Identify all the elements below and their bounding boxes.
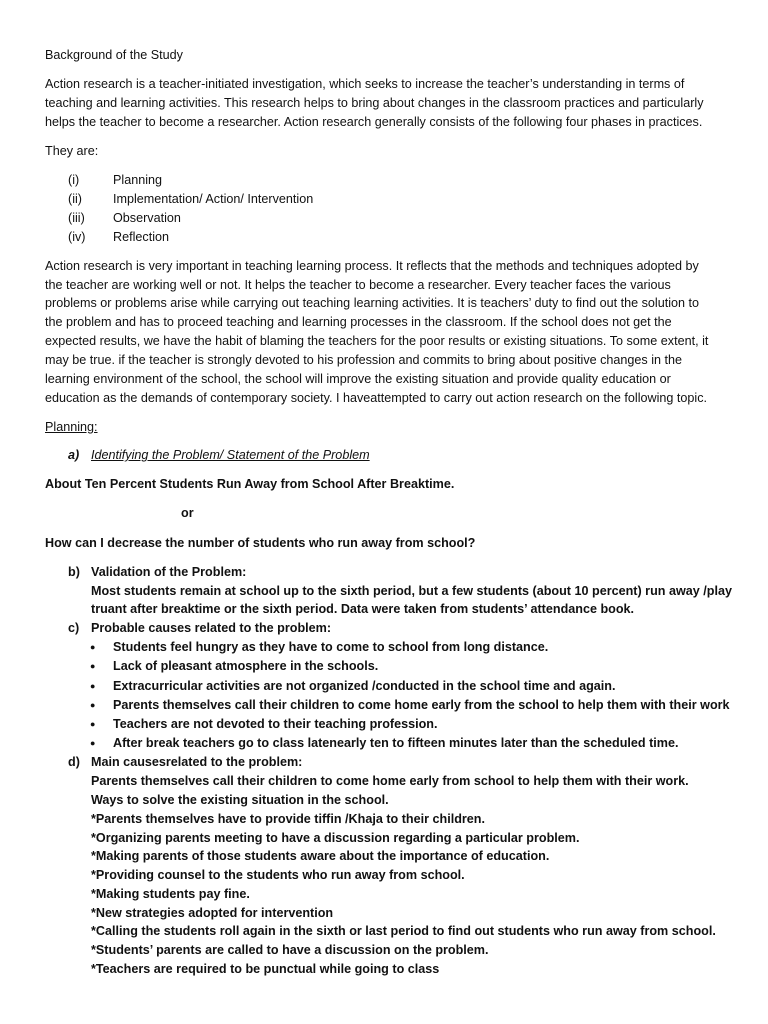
research-question: How can I decrease the number of students who run away from school?	[45, 536, 476, 550]
paragraph-line: Action research is a teacher-initiated investigation, which seeks to increase the teacher’s understanding in terms of	[45, 77, 685, 91]
paragraph-line: helps the teacher to become a researcher. Action research generally consists of the following four phases in practices.	[45, 115, 703, 129]
paragraph-line: may be true. if the teacher is strongly devoted to his profession and commits to bring about positive changes in the	[45, 353, 683, 367]
phase-number: (iv)	[68, 230, 86, 244]
cause-bullet-item: Extracurricular activities are not organized /conducted in the school time and again.	[113, 679, 616, 693]
bullet-icon: ●	[90, 661, 96, 671]
bullet-icon: ●	[90, 719, 96, 729]
phase-label: Implementation/ Action/ Intervention	[113, 192, 314, 206]
phase-number: (ii)	[68, 192, 82, 206]
bullet-icon: ●	[90, 738, 96, 748]
section-d-line: *Making parents of those students aware about the importance of education.	[91, 849, 550, 863]
section-d-letter: d)	[68, 755, 80, 769]
section-a-letter: a)	[68, 448, 80, 462]
section-d-title: Main causesrelated to the problem:	[91, 755, 303, 769]
phase-label: Reflection	[113, 230, 170, 244]
section-b-line: truant after breaktime or the sixth period. Data were taken from students’ attendance book.	[91, 602, 635, 616]
section-a-title: Identifying the Problem/ Statement of the Problem	[91, 448, 370, 462]
cause-bullet-item: After break teachers go to class latenearly ten to fifteen minutes later than the scheduled time.	[113, 736, 679, 750]
paragraph-line: problems or problems arise while carrying out teaching learning activities. It is teachers’ duty to find out the solution to	[45, 296, 700, 310]
they-are-label: They are:	[45, 144, 99, 158]
paragraph-line: expected results, we have the habit of blaming the teachers for the poor results or existing situations. To some extent, it	[45, 334, 709, 348]
paragraph-line: education as the demands of contemporary society. I haveattempted to carry out action research on the following topic.	[45, 391, 708, 405]
phase-label: Planning	[113, 173, 163, 187]
or-separator: or	[181, 506, 194, 520]
section-d-line: *Parents themselves have to provide tiffin /Khaja to their children.	[91, 812, 486, 826]
paragraph-line: Action research is very important in teaching learning process. It reflects that the methods and techniques adopted by	[45, 259, 699, 273]
paragraph-line: learning environment of the school, the school will improve the existing situation and provide quality education or	[45, 372, 671, 386]
phase-number: (i)	[68, 173, 80, 187]
cause-bullet-item: Lack of pleasant atmosphere in the schools.	[113, 659, 379, 673]
section-b-title: Validation of the Problem:	[91, 565, 247, 579]
paragraph-line: the problem and has to proceed teaching and learning processes in the classroom. If the school does not get the	[45, 315, 672, 329]
section-c-letter: c)	[68, 621, 80, 635]
section-d-line: *Organizing parents meeting to have a discussion regarding a particular problem.	[91, 831, 580, 845]
cause-bullet-item: Parents themselves call their children to come home early from the school to help them with their work	[113, 698, 730, 712]
section-d-line: Parents themselves call their children to come home early from school to help them with their work.	[91, 774, 689, 788]
section-d-line: *Calling the students roll again in the sixth or last period to find out students who run away from school.	[91, 924, 716, 938]
bullet-icon: ●	[90, 681, 96, 691]
section-d-line: *Teachers are required to be punctual while going to class	[91, 962, 440, 976]
planning-label: Planning:	[45, 420, 98, 434]
section-d-line: *Providing counsel to the students who run away from school.	[91, 868, 465, 882]
section-heading: Background of the Study	[45, 48, 183, 62]
section-d-line: *New strategies adopted for intervention	[91, 906, 334, 920]
paragraph-line: teaching and learning activities. This research helps to bring about changes in the classroom practices and particularly	[45, 96, 704, 110]
section-c-title: Probable causes related to the problem:	[91, 621, 332, 635]
phase-label: Observation	[113, 211, 181, 225]
problem-statement: About Ten Percent Students Run Away from School After Breaktime.	[45, 477, 455, 491]
bullet-icon: ●	[90, 642, 96, 652]
section-b-line: Most students remain at school up to the sixth period, but a few students (about 10 percent) run away /play	[91, 584, 732, 598]
phase-number: (iii)	[68, 211, 85, 225]
paragraph-line: the teacher are working well or not. It helps the teacher to become a researcher. Every teacher faces the various	[45, 278, 671, 292]
section-b-letter: b)	[68, 565, 80, 579]
bullet-icon: ●	[90, 700, 96, 710]
cause-bullet-item: Students feel hungry as they have to come to school from long distance.	[113, 640, 549, 654]
cause-bullet-item: Teachers are not devoted to their teaching profession.	[113, 717, 438, 731]
section-d-line: Ways to solve the existing situation in the school.	[91, 793, 389, 807]
section-d-line: *Students’ parents are called to have a discussion on the problem.	[91, 943, 489, 957]
section-d-line: *Making students pay fine.	[91, 887, 250, 901]
